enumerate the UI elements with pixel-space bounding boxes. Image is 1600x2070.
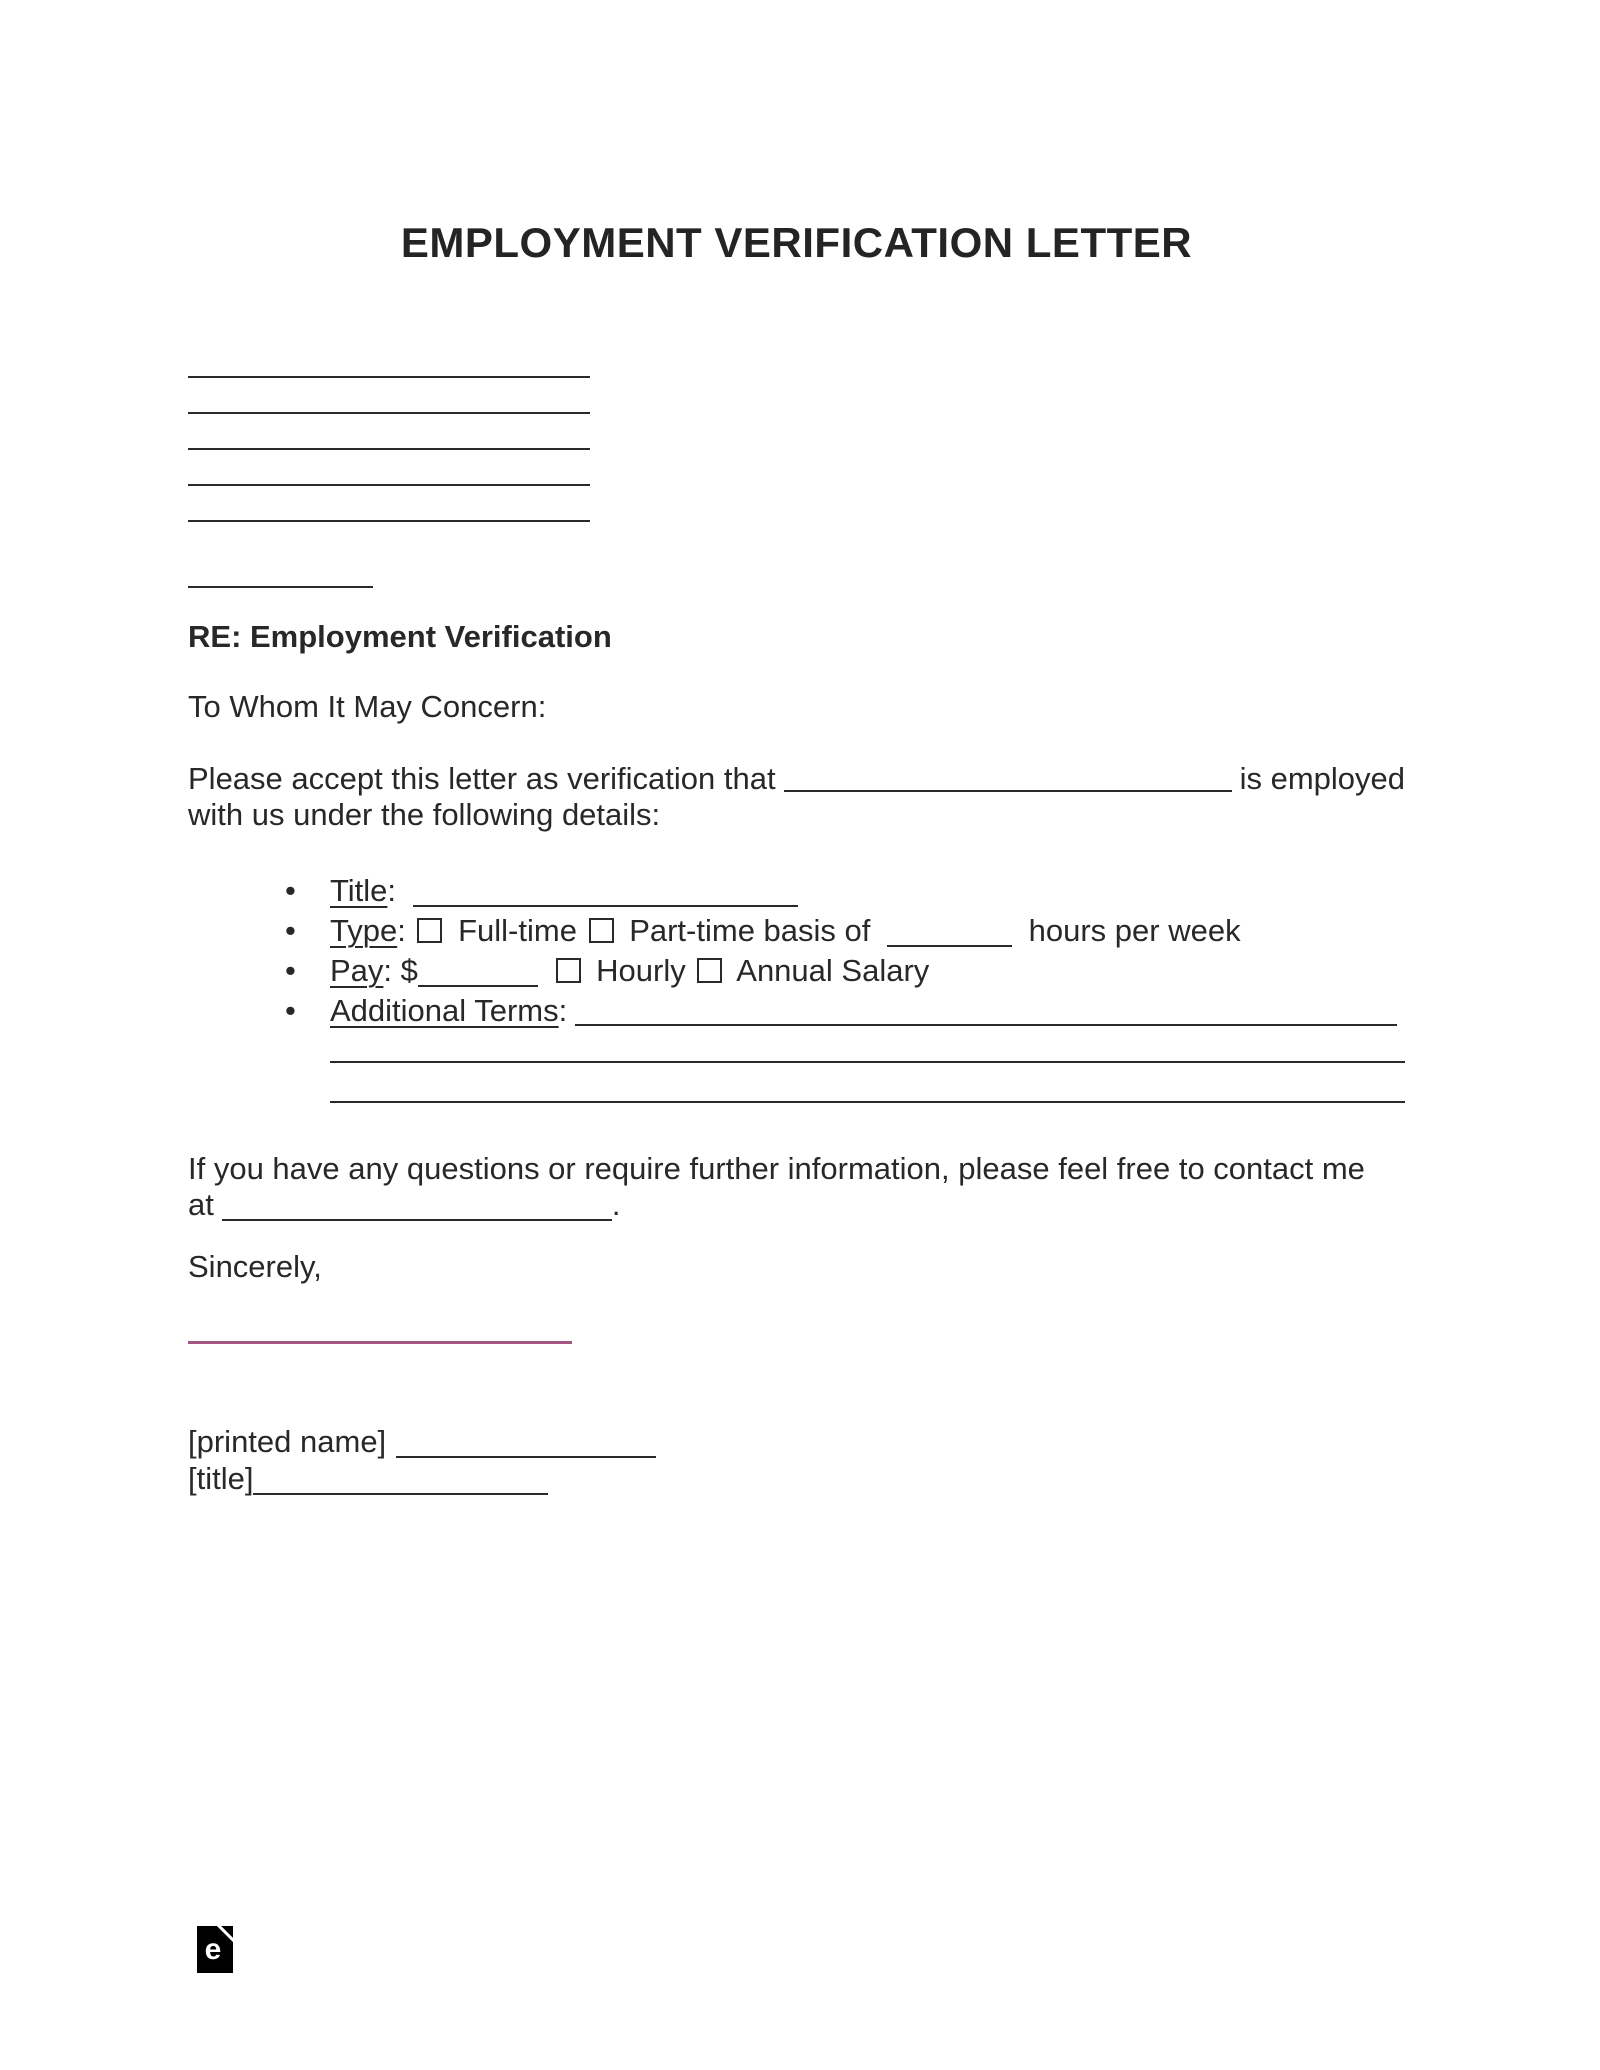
signature-block — [188, 1423, 1405, 1497]
checkbox-hourly[interactable] — [556, 958, 581, 983]
contact-line-1: If you have any questions or require further information, please feel free to contact me — [188, 1151, 1365, 1186]
printed-name-blank[interactable] — [396, 1430, 656, 1458]
full-time-label: Full-time — [458, 913, 577, 948]
title-signature-blank[interactable] — [253, 1467, 548, 1495]
hours-blank[interactable] — [887, 919, 1012, 947]
additional-terms-line-1 — [330, 991, 1405, 1031]
intro-text-after: is employed — [1239, 761, 1405, 796]
re-subject-line: RE: Employment Verification — [188, 619, 612, 654]
address-blank-line[interactable] — [188, 450, 590, 486]
employee-name-blank[interactable] — [784, 790, 1232, 792]
detail-item-additional-terms — [285, 991, 1405, 1103]
signoff: Sincerely, — [188, 1249, 322, 1284]
detail-item-pay — [285, 951, 1405, 991]
address-blank-line[interactable] — [188, 378, 590, 414]
title-label-bracket: [title] — [188, 1461, 254, 1496]
title-blank[interactable] — [413, 879, 798, 907]
address-blank-line[interactable] — [188, 486, 590, 522]
bullet-icon: • — [285, 953, 296, 988]
details-list — [188, 871, 1405, 1103]
date-blank-line[interactable] — [188, 552, 373, 588]
title-label: Title — [330, 873, 388, 908]
bullet-icon: • — [285, 913, 296, 948]
annual-salary-label: Annual Salary — [736, 953, 930, 988]
contact-info-blank[interactable] — [222, 1193, 612, 1221]
printed-name-line — [188, 1423, 1405, 1460]
intro-line-1 — [188, 761, 1405, 797]
pay-colon-dollar: : $ — [383, 953, 418, 988]
intro-line-2: with us under the following details: — [188, 797, 661, 832]
checkbox-full-time[interactable] — [417, 918, 442, 943]
recipient-address-block — [188, 342, 1405, 522]
contact-line-2 — [188, 1187, 1405, 1223]
detail-item-title — [285, 871, 1405, 911]
hours-suffix: hours per week — [1028, 913, 1241, 948]
intro-text-before: Please accept this letter as verification that — [188, 761, 776, 796]
hourly-label: Hourly — [596, 953, 686, 988]
contact-at-prefix: at — [188, 1187, 214, 1222]
part-time-label: Part-time basis of — [629, 913, 871, 948]
letter-content — [188, 0, 1405, 1497]
address-blank-line[interactable] — [188, 414, 590, 450]
contact-period: . — [611, 1187, 621, 1222]
intro-paragraph — [188, 761, 1405, 833]
contact-paragraph — [188, 1151, 1405, 1223]
additional-terms-label: Additional Terms — [330, 993, 559, 1028]
detail-item-type — [285, 911, 1405, 951]
pay-label: Pay — [330, 953, 384, 988]
additional-terms-blank-1[interactable] — [575, 1024, 1397, 1026]
title-colon: : — [387, 873, 397, 908]
printed-name-label: [printed name] — [188, 1424, 387, 1459]
page-title: EMPLOYMENT VERIFICATION LETTER — [400, 219, 1193, 266]
additional-terms-blank-2[interactable] — [330, 1031, 1405, 1063]
salutation: To Whom It May Concern: — [188, 689, 547, 724]
bullet-icon: • — [285, 993, 296, 1028]
type-colon: : — [397, 913, 406, 948]
signature-line[interactable] — [188, 1285, 572, 1344]
title-line — [188, 1460, 1405, 1497]
additional-terms-blank-3[interactable] — [330, 1063, 1405, 1103]
checkbox-part-time[interactable] — [589, 918, 614, 943]
pay-amount-blank[interactable] — [418, 959, 538, 987]
address-blank-line[interactable] — [188, 342, 590, 378]
type-label: Type — [330, 913, 398, 948]
additional-terms-colon: : — [558, 993, 568, 1028]
svg-text:e: e — [204, 1933, 222, 1966]
checkbox-annual-salary[interactable] — [697, 958, 722, 983]
bullet-icon: • — [285, 873, 296, 908]
eforms-logo-icon — [197, 1926, 233, 1973]
